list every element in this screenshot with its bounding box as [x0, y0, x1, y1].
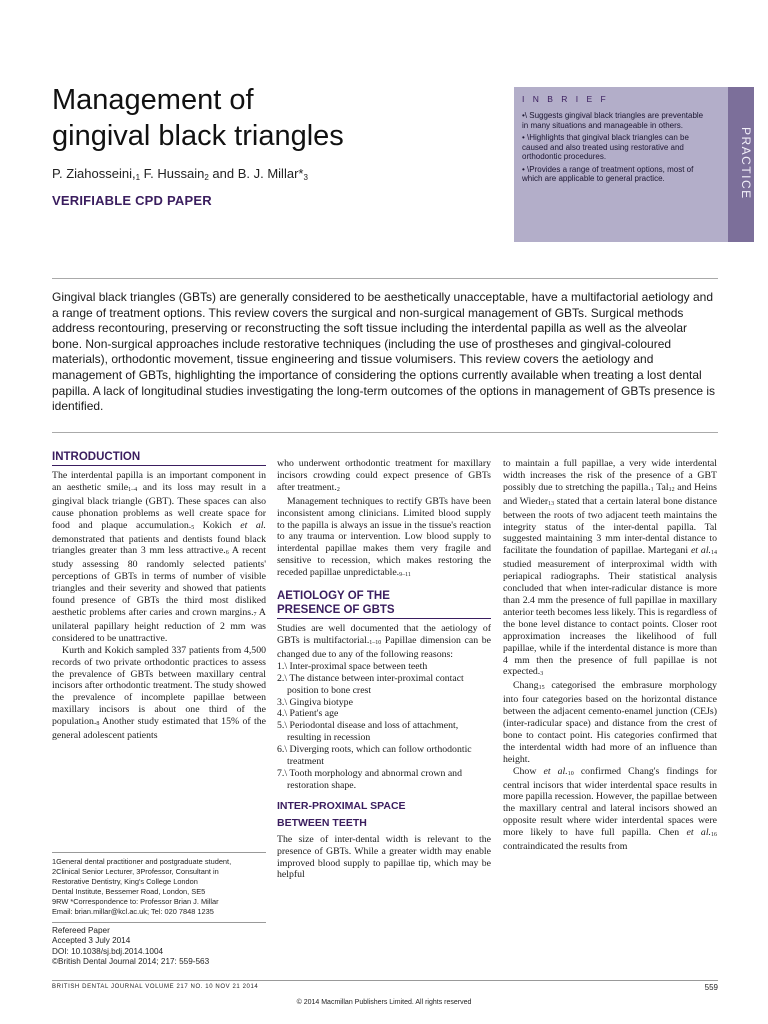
- text-run: et al.: [686, 827, 712, 839]
- text-run: A unilateral papillary height reduction of 2 mm was considered to be unattractive.: [52, 606, 266, 644]
- section-heading-introduction: INTRODUCTION: [52, 450, 266, 466]
- citation: 7: [253, 611, 257, 618]
- text-run: and its loss may result in a gingival black triangle (GBT). These spaces can also cause phonation problems as well create space for food and plaque accumulation.: [52, 481, 266, 531]
- in-brief-item: • \Highlights that gingival black triangles can be caused and also treated using restorative and orthodontic procedures.: [522, 133, 689, 161]
- text-run: et al.: [690, 545, 711, 557]
- publication-line: Refereed Paper: [52, 926, 110, 935]
- text-run: The interdental papilla is an important component in an aesthetic smile: [52, 470, 266, 493]
- footer-divider: [52, 980, 718, 981]
- citation: 3: [540, 671, 544, 678]
- list-item: 4.\ Patient's age: [277, 708, 339, 720]
- text-run: Papillae dimension can be changed due to any of the following reasons:: [277, 634, 491, 660]
- doi-line: DOI: 10.1038/sj.bdj.2014.1004: [52, 946, 164, 956]
- author-3: and B. J. Millar*: [208, 166, 304, 181]
- paragraph: [52, 470, 266, 645]
- citation: 10: [567, 770, 574, 777]
- text-run: Chang: [513, 680, 539, 692]
- affiliation-line: Restorative Dentistry, King's College London: [52, 877, 198, 886]
- divider: [52, 432, 718, 433]
- text-run: studied measurement of interproximal width with periapical radiographs. Their statistical analysis concluded that when inter-radicular distance is more than 2.4 mm the presence of full papillae in maxillary anterior teeth becomes less likely. This is regardless of the bone level distance to contact points. Closer root approximation increases the likelihood of full papillae, while if the interdental distance is more than 4 mm then the presence of full papillae is not expected.: [503, 559, 717, 678]
- list-item: 1.\ Inter-proximal space between teeth: [277, 660, 428, 672]
- article-title: [52, 82, 344, 154]
- citation: 5: [191, 524, 195, 531]
- text-run: et al.: [543, 765, 568, 777]
- paragraph: [503, 458, 717, 680]
- author-2-affil: 2: [204, 173, 209, 182]
- citation: 1: [650, 486, 654, 493]
- text-run: confirmed Chang's findings for central incisors that wider interdental space results in more papilla recession. However, the papillae between the maxillary central and lateral incisors showed an opposite result where wider interdental spaces were more likely to have full papilla. Chen: [503, 765, 718, 839]
- column-3: [503, 458, 717, 853]
- citation: 14: [711, 550, 717, 557]
- text-run: Studies are well documented that the aetiology of GBTs is multifactorial.: [277, 623, 491, 646]
- affiliation-line: Dental Institute, Bessemer Road, London, SE5: [52, 887, 206, 896]
- author-3-affil: 3: [303, 173, 308, 182]
- paragraph: [277, 458, 491, 496]
- list-item: 6.\ Diverging roots, which can follow orthodontic treatment: [277, 744, 472, 768]
- author-list: [52, 166, 308, 181]
- in-brief-title: I N B R I E F: [522, 94, 609, 104]
- text-run: contraindicated the results from: [503, 841, 628, 853]
- text-run: Tal: [653, 481, 669, 493]
- text-run: to maintain a full papillae, a very wide interdental width increases the risk of the presence of a GBT possibly due to stretching the papilla.: [503, 458, 717, 493]
- publication-line: ©British Dental Journal 2014; 217: 559-563: [52, 956, 210, 966]
- text-run: and Heins and Wieder: [503, 481, 717, 507]
- text-run: Kurth and Kokich sampled 337 patients from 4,500 records of two private orthodontic practices to assess the prevalence of GBTs between maxillary central incisors after orthodontic treatment. The study showed the prevalence of incomplete papillae between maxillary incisors is about one third of the population.: [52, 644, 266, 728]
- citation: 6: [225, 550, 229, 557]
- paragraph: [277, 623, 491, 661]
- paragraph: [503, 680, 717, 765]
- paragraph: [503, 766, 717, 853]
- text-run: A recent study assessing 80 randomly selected patients' perceptions of GBTs in terms of number of visible triangles and their severity and showed that patients found presence of GBTs the third most disliked aesthetic problems after caries and crown margins.: [52, 545, 266, 618]
- journal-footer: BRITISH DENTAL JOURNAL VOLUME 217 NO. 10 NOV 21 2014: [52, 984, 259, 990]
- title-line-2: gingival black triangles: [52, 120, 344, 152]
- citation: 13: [548, 500, 555, 507]
- heading-line: BETWEEN TEETH: [277, 816, 367, 829]
- heading-line: AETIOLOGY OF THE: [277, 590, 390, 603]
- citation: 1–10: [369, 639, 382, 646]
- author-affiliations: [52, 852, 266, 917]
- in-brief-box: [514, 87, 754, 242]
- citation: 1–4: [128, 486, 138, 493]
- text-run: who underwent orthodontic treatment for maxillary incisors crowding could expect presence of GBTs after treatment.: [277, 458, 491, 493]
- page-number: 559: [704, 983, 718, 992]
- copyright-notice: © 2014 Macmillan Publishers Limited. All rights reserved: [296, 999, 472, 1006]
- author-1-affil: 1: [135, 173, 141, 182]
- cpd-label: VERIFIABLE CPD PAPER: [52, 193, 212, 208]
- affiliation-line: Email: brian.millar@kcl.ac.uk; Tel: 020 7848 1235: [52, 907, 214, 916]
- text-run: categorised the embrasure morphology into four categories based on the horizontal distance between the adjacent cemento-enamel junction (CEJs) (inter-radicular space) and distance from the crest of bone to contact point. His categories confirmed that the interdental width had more of an influence than height.: [503, 680, 717, 765]
- list-item: 3.\ Gingiva biotype: [277, 696, 353, 708]
- affiliation-line: 1General dental practitioner and postgraduate student,: [52, 857, 232, 866]
- citation: 9–11: [399, 572, 411, 579]
- divider: [52, 278, 718, 279]
- title-line-1: Management of: [52, 84, 254, 116]
- heading-line: PRESENCE OF GBTS: [277, 604, 395, 617]
- text-run: et al.: [240, 519, 266, 531]
- text-run: Another study estimated that 15% of the general adolescent patients: [52, 716, 266, 742]
- abstract: Gingival black triangles (GBTs) are generally considered to be aesthetically unacceptable, have a multifactorial aetiology and a range of treatment options. This review covers the surgical and non-surgical management of GBTs. Surgical methods address recontouring, preserving or reconstructing the soft tissue including the interdental papilla as well as the alveolar bone. Non-surgical approaches include restorative techniques (including the use of prostheses and gingival-coloured materials), orthodontic movement, tissue engineering and tissue volumisers. This review covers the aetiology and management of GBTs, highlighting the importance of considering the options currently available when treating a lost dental papilla. A lack of longitudinal studies investigating the long-term outcomes of the options in management of GBTs presence is identified.: [52, 290, 716, 414]
- publication-line: Accepted 3 July 2014: [52, 936, 131, 946]
- subsection-heading-interproximal: [277, 798, 491, 832]
- author-1: P. Ziahosseini,: [52, 166, 136, 181]
- in-brief-list: [522, 111, 710, 187]
- section-heading-aetiology: [277, 589, 491, 619]
- column-1: [52, 450, 266, 742]
- citation: 12: [668, 486, 675, 493]
- text-run: stated that a certain lateral bone distance between the roots of two adjacent teeth maintains the integrity status of the inter-dental papilla. Tal suggested maintaining 3 mm inter-dental distance to facilitate the foundation of papillae. Martegani: [503, 495, 717, 557]
- text-run: Kokich: [194, 519, 241, 531]
- list-item: 2.\ The distance between inter-proximal contact position to bone crest: [277, 672, 464, 696]
- text-run: Management techniques to rectify GBTs have been inconsistent among clinicians. Limited blood supply to the papilla is always an issue in the tissue's reaction to any trauma or intervention. Low blood supply to interdental papillae makes them very fragile and sensitive to recession, which makes restoring the receded papillae unpredictable.: [277, 495, 491, 579]
- column-2: [277, 458, 491, 881]
- paragraph: [277, 496, 491, 581]
- citation: 2: [336, 486, 340, 493]
- section-tab-label: PRACTICE: [739, 127, 753, 200]
- text-run: Chow: [513, 765, 544, 777]
- affiliation-line: 9RW *Correspondence to: Professor Brian J. Millar: [52, 897, 219, 906]
- heading-line: INTER-PROXIMAL SPACE: [277, 799, 406, 812]
- text-run: demonstrated that patients and dentists found black triangles greater than 3 mm less attractive.: [52, 533, 266, 557]
- citation: 15: [538, 685, 545, 692]
- in-brief-item: • \Provides a range of treatment options, most of which are applicable to general practice.: [522, 164, 694, 183]
- paragraph: The size of inter-dental width is relevant to the presence of GBTs. While a greater width may enable improved blood supply to papillae tip, which may be helpful: [277, 833, 491, 881]
- citation: 8: [96, 721, 100, 728]
- list-item: 5.\ Periodontal disease and loss of attachment, resulting in recession: [277, 720, 459, 744]
- affiliation-line: 2Clinical Senior Lecturer, 3Professor, Consultant in: [52, 867, 219, 876]
- citation: 16: [711, 832, 718, 839]
- section-tab: [728, 87, 754, 242]
- reason-list: [277, 661, 491, 792]
- author-2: F. Hussain: [140, 166, 205, 181]
- list-item: 7.\ Tooth morphology and abnormal crown and restoration shape.: [277, 767, 462, 791]
- in-brief-item: •\ Suggests gingival black triangles are preventable in many situations and manageable in others.: [522, 111, 704, 130]
- publication-info: [52, 922, 266, 967]
- paragraph: [52, 645, 266, 742]
